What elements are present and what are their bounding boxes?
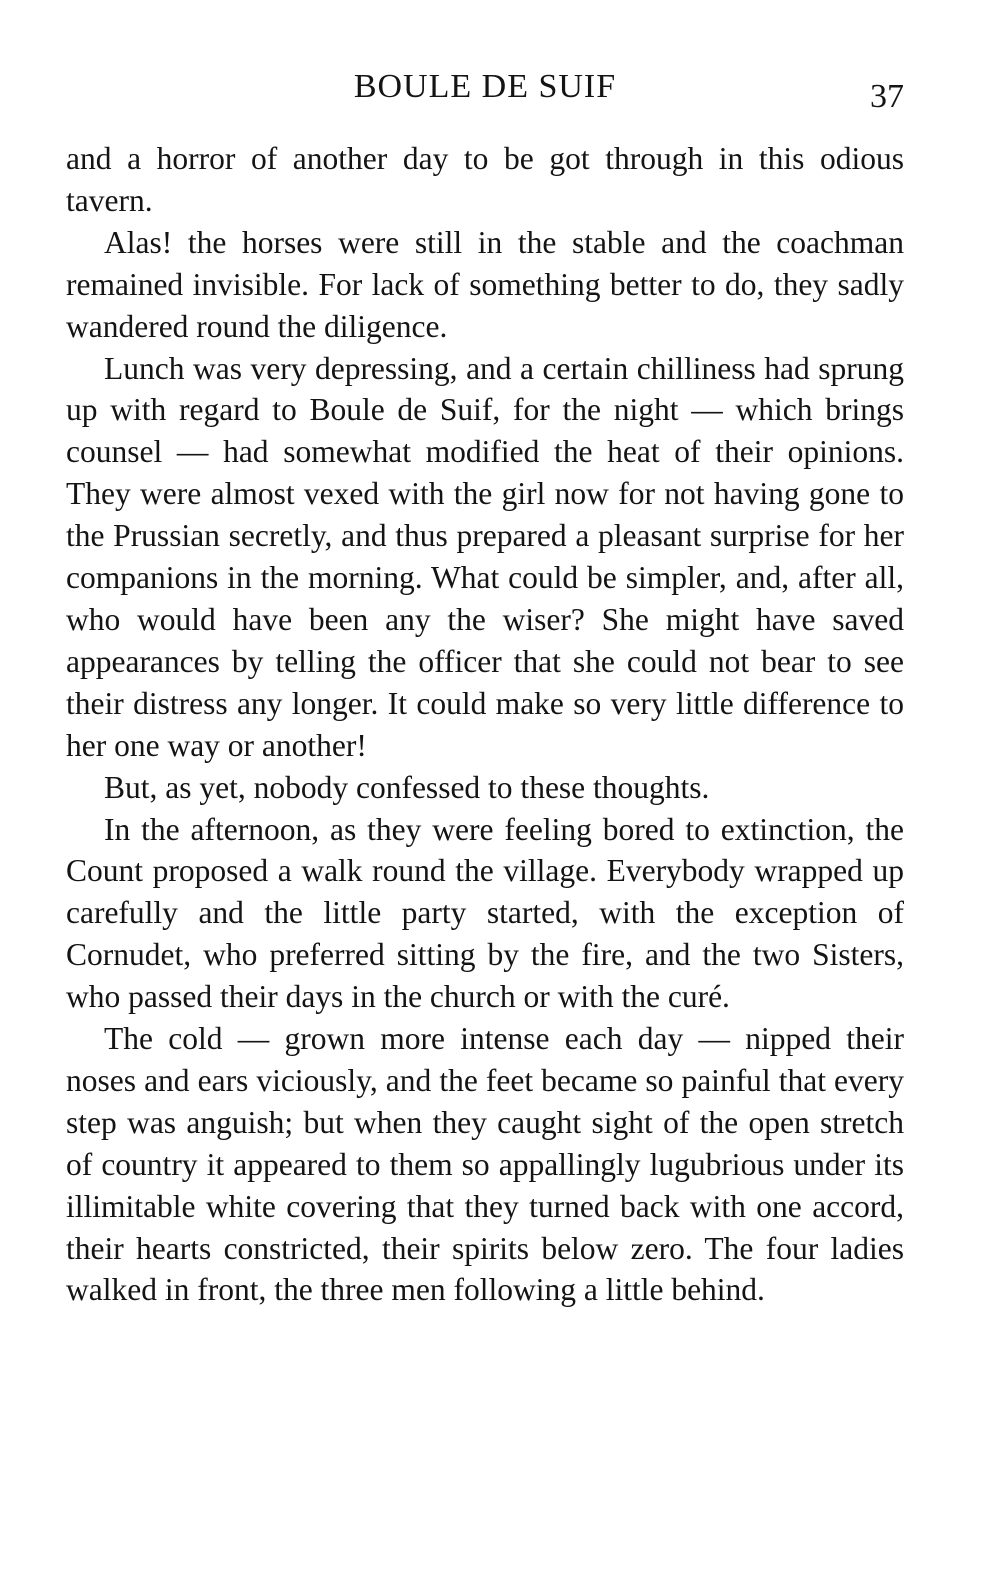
- paragraph: In the afternoon, as they were feeling bored to extinction, the Count proposed a walk round the village. Everybody wrapped up carefully and the little party started, with the exception of Cornudet, who preferred sitting by the fire, and the two Sisters, who passed their days in the church or with the curé.: [66, 811, 904, 1015]
- running-title: BOULE DE SUIF: [353, 68, 617, 105]
- paragraph: Alas! the horses were still in the stable and the coachman remained invisible. For lack of something better to do, they sadly wandered round the diligence.: [66, 224, 904, 344]
- body-text: [66, 138, 904, 1311]
- paragraph: Lunch was very depressing, and a certain chilliness had sprung up with regard to Boule de Suif, for the night — which brings counsel — had somewhat modified the heat of their opinions. They were almost vexed with the girl now for not having gone to the Prussian secretly, and thus prepared a pleasant surprise for her companions in the morning. What could be simpler, and, after all, who would have been any the wiser? She might have saved appearances by telling the officer that she could not bear to see their distress any longer. It could make so very little difference to her one way or another!: [66, 350, 904, 763]
- paragraph: But, as yet, nobody confessed to these thoughts.: [104, 769, 710, 805]
- paragraph: and a horror of another day to be got through in this odious tavern.: [66, 141, 904, 218]
- page-number: 37: [870, 78, 904, 115]
- page-header: [66, 62, 904, 122]
- paragraph: The cold — grown more intense each day — nipped their noses and ears viciously, and the feet became so painful that every step was anguish; but when they caught sight of the open stretch of country it appeared to them so appallingly lugubrious under its illimitable white covering that they turned back with one accord, their hearts constricted, their spirits below zero. The four ladies walked in front, the three men following a little behind.: [66, 1021, 904, 1308]
